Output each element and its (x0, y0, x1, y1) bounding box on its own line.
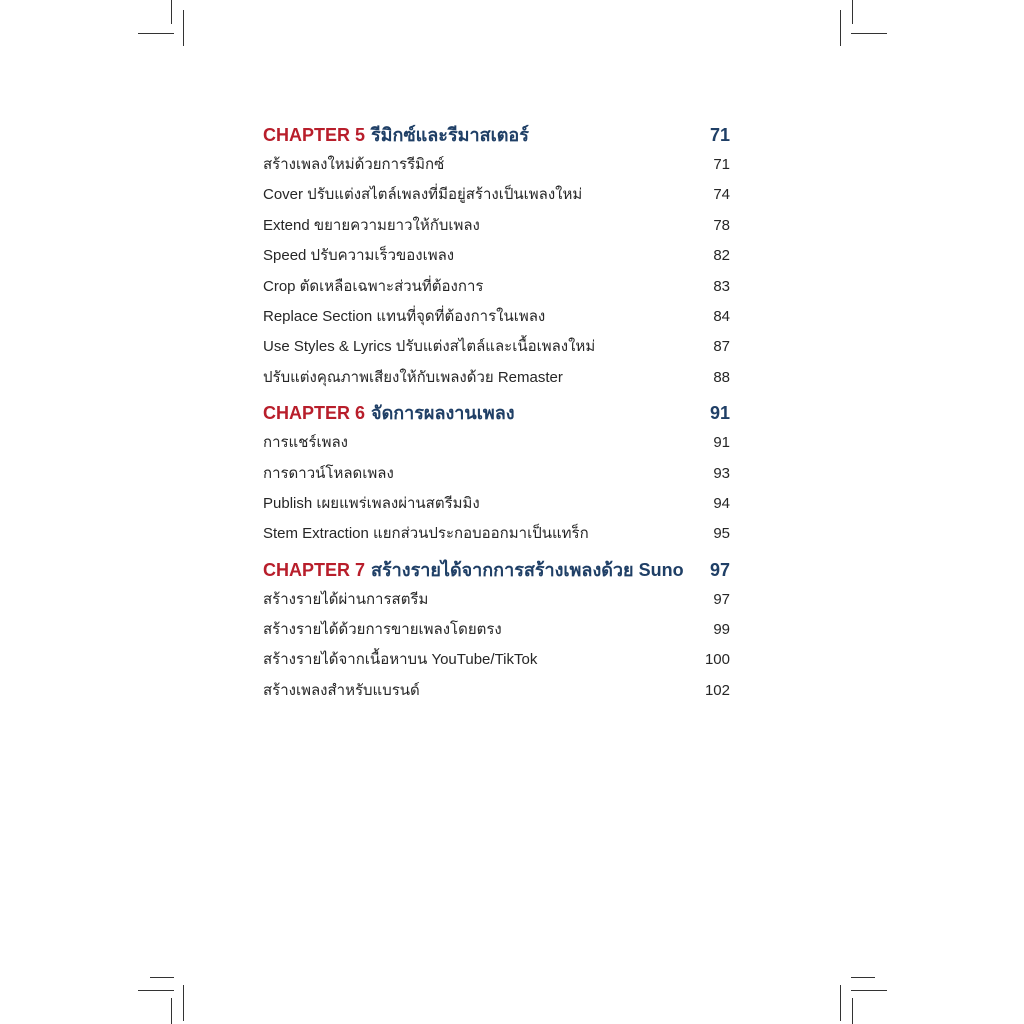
entry-page-number: 99 (713, 621, 730, 639)
entry-page-number: 71 (713, 156, 730, 173)
toc-entry[interactable] (263, 241, 730, 271)
entry-title: Cover ปรับแต่งสไตล์เพลงที่มีอยู่สร้างเป็นเพลงใหม่ (263, 186, 583, 204)
chapter-page-number: 91 (709, 403, 730, 424)
toc-entry[interactable] (263, 519, 730, 549)
chapter-section (263, 398, 730, 550)
entry-page-number: 95 (713, 525, 730, 543)
chapter-title: สร้างรายได้จากการสร้างเพลงด้วย Suno (371, 559, 684, 580)
entry-page-number: 87 (713, 338, 730, 356)
chapter-number: CHAPTER 6 (263, 403, 366, 424)
chapter-page-number: 71 (709, 125, 730, 145)
crop-mark (852, 0, 853, 24)
entry-title: การดาวน์โหลดเพลง (263, 464, 394, 482)
chapter-title: จัดการผลงานเพลง (371, 403, 515, 424)
toc-entry[interactable] (263, 615, 730, 645)
chapter-heading[interactable] (263, 120, 730, 150)
toc-entry[interactable] (263, 150, 730, 180)
entry-page-number: 78 (713, 216, 730, 234)
toc-entry[interactable] (263, 180, 730, 210)
crop-mark (840, 10, 841, 46)
entry-page-number: 91 (713, 434, 730, 452)
entry-title: สร้างรายได้ผ่านการสตรีม (263, 590, 429, 608)
entry-page-number: 74 (713, 186, 730, 204)
entry-page-number: 93 (713, 464, 730, 482)
crop-mark (851, 977, 875, 978)
toc-entry[interactable] (263, 302, 730, 332)
toc-entry[interactable] (263, 332, 730, 362)
crop-mark (840, 985, 841, 1021)
entry-page-number: 83 (713, 277, 730, 295)
entry-page-number: 84 (713, 307, 730, 325)
entry-title: Extend ขยายความยาวให้กับเพลง (263, 216, 480, 234)
entry-title: Stem Extraction แยกส่วนประกอบออกมาเป็นแทร็ก (263, 525, 589, 543)
entry-title: ปรับแต่งคุณภาพเสียงให้กับเพลงด้วย Remaster (263, 368, 563, 386)
entry-title: สร้างเพลงสำหรับแบรนด์ (263, 681, 420, 699)
toc-entry[interactable] (263, 489, 730, 519)
toc-entry[interactable] (263, 459, 730, 489)
chapter-number: CHAPTER 5 (263, 125, 366, 145)
toc-entry[interactable] (263, 211, 730, 241)
entry-page-number: 97 (713, 590, 730, 608)
entry-page-number: 88 (713, 368, 730, 386)
chapter-heading[interactable] (263, 398, 730, 428)
toc-entry[interactable] (263, 676, 730, 706)
toc-entry[interactable] (263, 428, 730, 458)
chapter-heading[interactable] (263, 555, 730, 585)
chapter-number: CHAPTER 7 (263, 559, 366, 580)
crop-mark (183, 10, 184, 46)
crop-mark (171, 0, 172, 24)
crop-mark (183, 985, 184, 1021)
chapter-section (263, 120, 730, 393)
chapter-title: รีมิกซ์และรีมาสเตอร์ (371, 125, 529, 145)
chapter-section (263, 555, 730, 707)
crop-mark (138, 33, 174, 34)
entry-page-number: 100 (704, 651, 730, 669)
crop-mark (852, 998, 853, 1024)
crop-mark (851, 990, 887, 991)
toc-entry[interactable] (263, 272, 730, 302)
entry-title: Replace Section แทนที่จุดที่ต้องการในเพลง (263, 307, 546, 325)
entry-page-number: 94 (713, 494, 730, 512)
entry-title: Publish เผยแพร่เพลงผ่านสตรีมมิง (263, 494, 480, 512)
entry-title: สร้างรายได้ด้วยการขายเพลงโดยตรง (263, 621, 502, 639)
entry-page-number: 102 (704, 681, 730, 699)
crop-mark (150, 977, 174, 978)
entry-title: Use Styles & Lyrics ปรับแต่งสไตล์และเนื้อเพลงใหม่ (263, 338, 596, 356)
crop-mark (171, 998, 172, 1024)
toc-entry[interactable] (263, 645, 730, 675)
crop-mark (851, 33, 887, 34)
entry-title: Speed ปรับความเร็วของเพลง (263, 247, 455, 265)
entry-title: การแชร์เพลง (263, 434, 348, 452)
entry-page-number: 82 (713, 247, 730, 265)
toc-entry[interactable] (263, 585, 730, 615)
entry-title: สร้างรายได้จากเนื้อหาบน YouTube/TikTok (263, 651, 538, 669)
entry-title: Crop ตัดเหลือเฉพาะส่วนที่ต้องการ (263, 277, 484, 295)
toc-entry[interactable] (263, 363, 730, 393)
chapter-page-number: 97 (709, 559, 730, 580)
table-of-contents (263, 120, 730, 706)
crop-mark (138, 990, 174, 991)
entry-title: สร้างเพลงใหม่ด้วยการรีมิกซ์ (263, 156, 445, 173)
